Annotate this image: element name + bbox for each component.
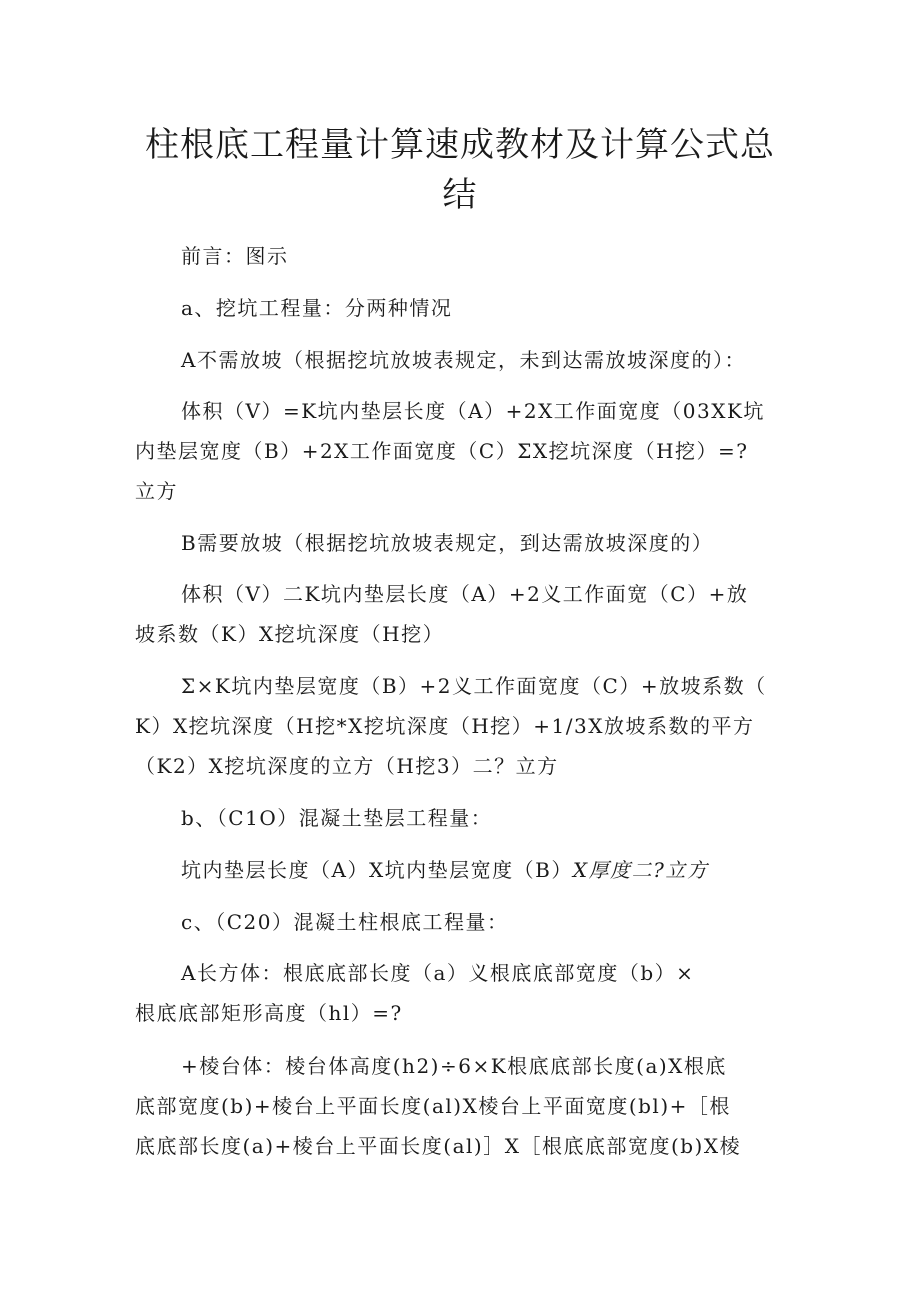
cushion-formula [135,850,836,890]
title-line-1: 柱根底工程量计算速成教材及计算公式总 [145,125,775,165]
text-line: 内垫层宽度（B）+2X工作面宽度（C）ΣX挖坑深度（H挖）=? [135,439,749,463]
text-line: +棱台体：棱台体高度(h2)÷6×K根底底部长度(a)X根底 [181,1054,727,1078]
case-b-formula-part1 [135,574,790,654]
section-a-heading [135,288,836,328]
document-title [120,120,800,220]
text-line: b、（C1O）混凝土垫层工程量： [181,806,493,830]
cuboid-formula [135,953,790,1033]
title-line-2: 结 [442,175,478,215]
frustum-formula [135,1046,790,1166]
text-line: 体积（V）二K坑内垫层长度（A）+2义工作面宽（C）+放 [181,582,749,606]
text-line [181,850,836,890]
text-line: 根底底部矩形高度（hl）=? [135,1001,403,1025]
text-line: （K2）X挖坑深度的立方（H挖3）二？立方 [135,754,559,778]
preface-paragraph [135,236,836,276]
case-b-heading [135,523,836,563]
case-a-heading [135,340,836,380]
text-line: 前言：图示 [181,244,289,268]
text-line: 底部宽度(b)+棱台上平面长度(al)X棱台上平面宽度(bl)+［根 [135,1094,731,1118]
case-a-formula [135,391,790,511]
text-line: K）X挖坑深度（H挖*X挖坑深度（H挖）+1/3X放坡系数的平方 [135,714,755,738]
case-b-formula-part2 [135,666,790,786]
text-line: 坡系数（K）X挖坑深度（H挖） [135,622,445,646]
text-line: 底底部长度(a)+棱台上平面长度(al)］X［根底底部宽度(b)X棱 [135,1134,742,1158]
text-line: a、挖坑工程量：分两种情况 [181,296,453,320]
section-c-heading [135,902,836,942]
text-segment: 坑内垫层长度（A）X坑内垫层宽度（B） [181,858,573,882]
text-line: 立方 [135,479,178,503]
text-line: 体积（V）=K坑内垫层长度（A）+2X工作面宽度（03XK坑 [181,399,765,423]
text-line: Σ×K坑内垫层宽度（B）+2义工作面宽度（C）+放坡系数（ [181,674,767,698]
text-line: B需要放坡（根据挖坑放坡表规定，到达需放坡深度的） [181,531,714,555]
section-b-heading [135,798,836,838]
text-line: c、（C20）混凝土柱根底工程量： [181,910,509,934]
text-line: A不需放坡（根据挖坑放坡表规定，未到达需放坡深度的）： [181,348,746,372]
text-segment-italic: X厚度二?立方 [572,858,709,882]
text-line: A长方体：根底底部长度（a）义根底底部宽度（b）× [181,961,695,985]
